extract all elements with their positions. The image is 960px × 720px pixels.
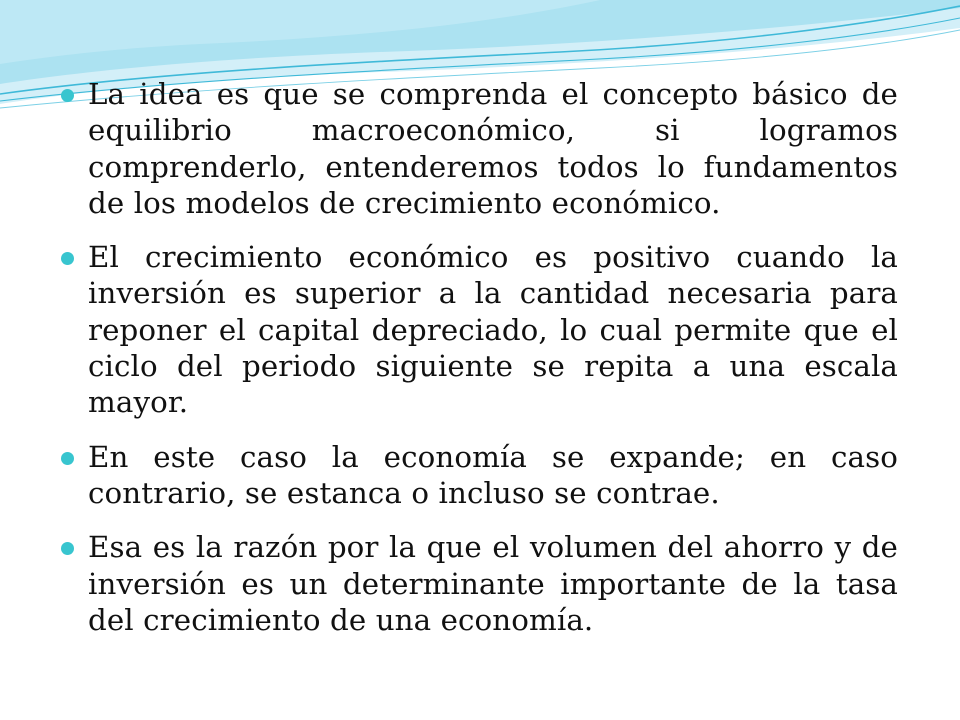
bullet-item	[60, 76, 898, 221]
bullet-item	[60, 439, 898, 512]
bullet-text: En este caso la economía se expande; en caso contrario, se estanca o incluso se contrae.	[88, 439, 898, 510]
bullet-dot-icon	[61, 89, 74, 102]
slide-content	[60, 76, 898, 656]
bullet-text: El crecimiento económico es positivo cuando la inversión es superior a la cantidad necesaria para reponer el capital depreciado, lo cual permite que el ciclo del periodo siguiente se repita a una escala mayor.	[88, 240, 898, 420]
bullet-text: Esa es la razón por la que el volumen del ahorro y de inversión es un determinante importante de la tasa del crecimiento de una economía.	[88, 530, 898, 637]
bullet-item	[60, 529, 898, 638]
bullet-text: La idea es que se comprenda el concepto básico de equilibrio macroeconómico, si logramos comprenderlo, entenderemos todos lo fundamentos de los modelos de crecimiento económico.	[88, 77, 898, 220]
bullet-dot-icon	[61, 542, 74, 555]
bullet-dot-icon	[61, 452, 74, 465]
bullet-item	[60, 239, 898, 420]
bullet-dot-icon	[61, 252, 74, 265]
